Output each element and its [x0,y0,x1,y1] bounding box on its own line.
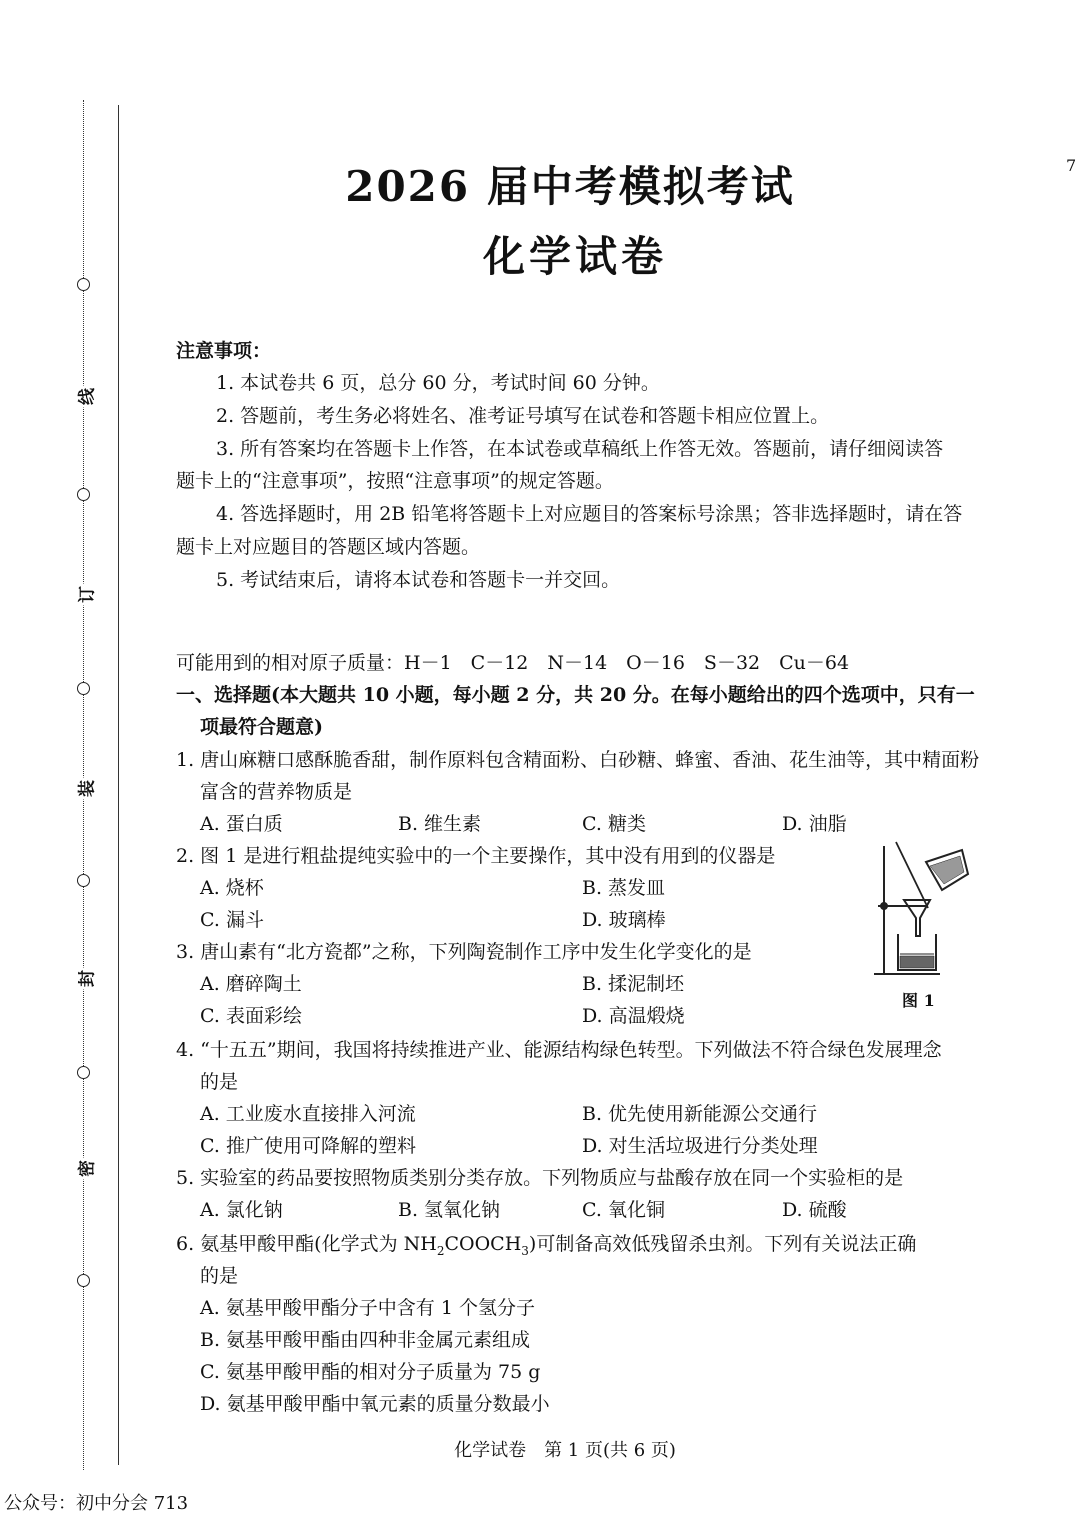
section-heading: 一、选择题(本大题共 10 小题，每小题 2 分，共 20 分。在每小题给出的四个选项中，只有一 [176,684,975,706]
notice-item: 1. 本试卷共 6 页，总分 60 分，考试时间 60 分钟。 [216,372,660,394]
q4-option-b: B. 优先使用新能源公交通行 [582,1103,818,1125]
q1-option-a: A. 蛋白质 [200,813,283,835]
q5-option-a: A. 氯化钠 [200,1199,283,1221]
q6-subscript: 2 [436,1243,445,1258]
q4-stem-cont: 的是 [200,1071,239,1093]
notice-item: 4. 答选择题时，用 2B 铅笔将答题卡上对应题目的答案标号涂黑；答非选择题时，请在答 [216,503,963,525]
q6-stem-cont: 的是 [200,1265,239,1287]
q1-stem: 1. 唐山麻糖口感酥脆香甜，制作原料包含精面粉、白砂糖、蜂蜜、香油、花生油等，其中精面粉 [176,749,980,771]
notice-item: 2. 答题前，考生务必将姓名、准考证号填写在试卷和答题卡相应位置上。 [216,405,830,427]
binding-circle [77,874,90,887]
notice-item: 题卡上对应题目的答题区域内答题。 [176,536,481,558]
q2-option-b: B. 蒸发皿 [582,877,666,899]
binding-circle [77,682,90,695]
page-footer: 化学试卷 第 1 页(共 6 页) [454,1440,676,1461]
q4-option-a: A. 工业废水直接排入河流 [200,1103,416,1125]
binding-label-mi: 密 [73,1158,98,1180]
notice-item: 题卡上的“注意事项”，按照“注意事项”的规定答题。 [176,470,614,492]
notice-item: 5. 考试结束后，请将本试卷和答题卡一并交回。 [216,569,621,591]
q3-option-c: C. 表面彩绘 [200,1005,302,1027]
q6-stem-part: 6. 氨基甲酸甲酯(化学式为 NH [176,1233,437,1255]
atomic-masses: 可能用到的相对原子质量：H－1 C－12 N－14 O－16 S－32 Cu－64 [176,652,850,674]
binding-label-zhuang: 装 [73,778,98,800]
margin-rule [118,105,119,1465]
filtration-apparatus-figure [868,838,978,986]
q1-option-b: B. 维生素 [398,813,482,835]
exam-title: 2026 届中考模拟考试 [345,162,795,211]
watermark-text: 公众号：初中分会 713 [4,1493,189,1514]
q2-stem: 2. 图 1 是进行粗盐提纯实验中的一个主要操作，其中没有用到的仪器是 [176,845,776,867]
q5-option-d: D. 硫酸 [782,1199,847,1221]
q6-option-b: B. 氨基甲酸甲酯由四种非金属元素组成 [200,1329,531,1351]
q3-option-a: A. 磨碎陶土 [200,973,302,995]
binding-circle [77,488,90,501]
q6-option-a: A. 氨基甲酸甲酯分子中含有 1 个氢分子 [200,1297,535,1319]
binding-circle [77,1274,90,1287]
q2-option-d: D. 玻璃棒 [582,909,666,931]
q6-option-d: D. 氨基甲酸甲酯中氧元素的质量分数最小 [200,1393,550,1415]
q1-stem-cont: 富含的营养物质是 [200,781,353,803]
q4-option-d: D. 对生活垃圾进行分类处理 [582,1135,818,1157]
figure-caption: 图 1 [902,991,935,1010]
q3-option-d: D. 高温煅烧 [582,1005,685,1027]
q6-subscript: 3 [521,1243,529,1258]
q4-stem: 4. “十五五”期间，我国将持续推进产业、能源结构绿色转型。下列做法不符合绿色发展理念 [176,1039,942,1061]
q2-option-a: A. 烧杯 [200,877,264,899]
q5-stem: 5. 实验室的药品要按照物质类别分类存放。下列物质应与盐酸存放在同一个实验柜的是 [176,1167,904,1189]
q2-option-c: C. 漏斗 [200,909,264,931]
q3-stem: 3. 唐山素有“北方瓷都”之称，下列陶瓷制作工序中发生化学变化的是 [176,941,752,963]
section-heading-cont: 项最符合题意) [200,716,323,738]
binding-label-feng: 封 [73,968,98,990]
exam-subtitle: 化学试卷 [482,232,667,281]
q3-option-b: B. 揉泥制坯 [582,973,685,995]
binding-label-xian: 线 [73,386,98,408]
q5-option-b: B. 氢氧化钠 [398,1199,501,1221]
binding-circle [77,1066,90,1079]
notice-heading: 注意事项： [176,340,272,362]
q6-stem-part: COOCH [444,1233,522,1255]
q6-option-c: C. 氨基甲酸甲酯的相对分子质量为 75 g [200,1361,541,1383]
corner-mark: 7 [1066,156,1077,175]
q1-option-d: D. 油脂 [782,813,847,835]
q6-stem [176,1229,916,1258]
notice-item: 3. 所有答案均在答题卡上作答，在本试卷或草稿纸上作答无效。答题前，请仔细阅读答 [216,438,944,460]
q1-option-c: C. 糖类 [582,813,646,835]
q6-stem-part: )可制备高效低残留杀虫剂。下列有关说法正确 [528,1233,917,1255]
q4-option-c: C. 推广使用可降解的塑料 [200,1135,416,1157]
binding-label-ding: 订 [73,584,98,606]
q5-option-c: C. 氧化铜 [582,1199,665,1221]
